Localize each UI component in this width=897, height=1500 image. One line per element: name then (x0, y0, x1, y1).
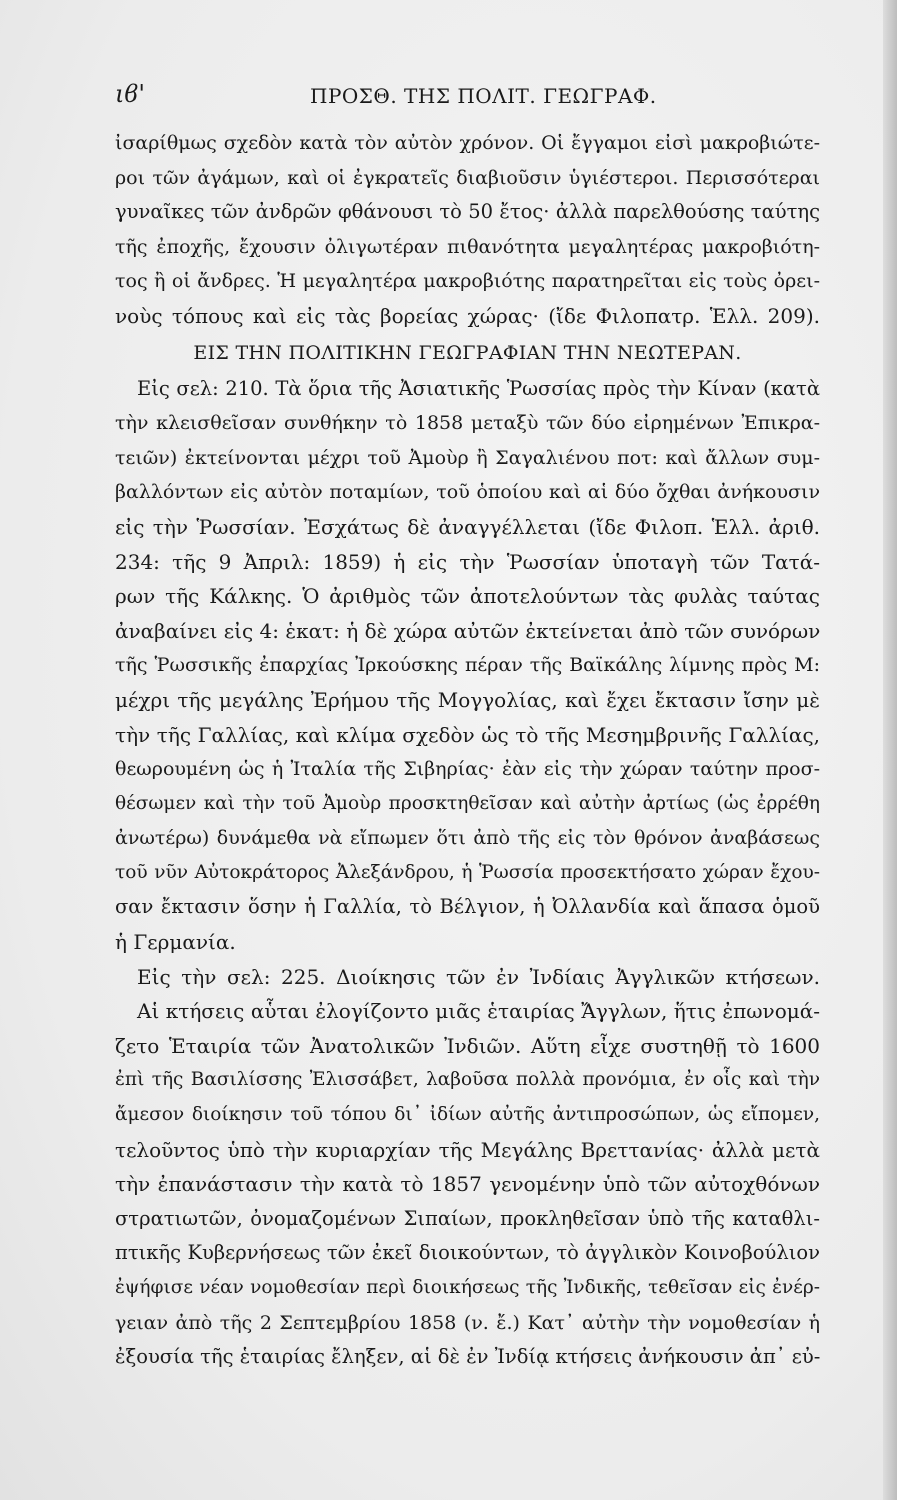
running-title: ΠΡΟΣΘ. ΤΗΣ ΠΟΛΙΤ. ΓΕΩΓΡΑΦ. (310, 84, 657, 108)
text-line: ἐξουσία τῆς ἑταιρίας ἔληξεν, αἱ δὲ ἐν Ἰνδίᾳ κτήσεις ἀνήκουσιν ἀπ᾽ εὐ- (115, 1345, 820, 1369)
text-line: τῆς Ῥωσσικῆς ἐπαρχίας Ἰρκούσκης πέραν τῆς Βαϊκάλης λίμνης πρὸς Μ: (115, 654, 820, 677)
text-line: εἰς τὴν Ῥωσσίαν. Ἐσχάτως δὲ ἀναγγέλλεται (ἴδε Φιλοπ. Ἑλλ. ἀριθ. (115, 514, 820, 539)
text-line: ρων τῆς Κάλκης. Ὁ ἀριθμὸς τῶν ἀποτελούντων τὰς φυλὰς ταύτας (115, 584, 820, 609)
text-line: σαν ἔκτασιν ὅσην ἡ Γαλλία, τὸ Βέλγιον, ἡ Ὀλλανδία καὶ ἅπασα ὁμοῦ (115, 895, 820, 919)
text-line: ἄμεσον διοίκησιν τοῦ τόπου δι᾽ ἰδίων αὐτῆς ἀντιπροσώπων, ὡς εἴπομεν, (115, 1104, 820, 1126)
text-line: ζετο Ἑταιρία τῶν Ἀνατολικῶν Ἰνδιῶν. Αὕτη εἶχε συστηθῇ τὸ 1600 (115, 1033, 820, 1058)
text-line: θεωρουμένη ὡς ἡ Ἰταλία τῆς Σιβηρίας· ἐὰν εἰς τὴν χώραν ταύτην προσ- (115, 758, 820, 781)
text-line: 234: τῆς 9 Ἀπριλ: 1859) ἡ εἰς τὴν Ῥωσσίαν ὑποταγὴ τῶν Τατά- (115, 549, 820, 574)
text-line: νοὺς τόπους καὶ εἰς τὰς βορείας χώρας· (ἴδε Φιλοπατρ. Ἑλλ. 209). (115, 303, 820, 328)
text-line: τῆς ἐποχῆς, ἔχουσιν ὀλιγωτέραν πιθανότητα μεγαλητέρας μακροβιότη- (115, 235, 820, 258)
text-line: ἐπὶ τῆς Βασιλίσσης Ἐλισσάβετ, λαβοῦσα πολλὰ προνόμια, ἐν οἷς καὶ τὴν (115, 1069, 820, 1091)
text-line: πτικῆς Κυβερνήσεως τῶν ἐκεῖ διοικούντων, τὸ ἀγγλικὸν Κοινοβούλιον (115, 1241, 820, 1265)
text-line: βαλλόντων εἰς αὐτὸν ποταμίων, τοῦ ὁποίου καὶ αἱ δύο ὄχθαι ἀνήκουσιν (115, 481, 820, 504)
text-line: ἐψήφισε νέαν νομοθεσίαν περὶ διοικήσεως τῆς Ἰνδικῆς, τεθεῖσαν εἰς ἐνέρ- (115, 1277, 820, 1298)
text-line: ἡ Γερμανία. (115, 930, 236, 955)
text-line: Εἰς σελ: 210. Τὰ ὅρια τῆς Ἀσιατικῆς Ῥωσσίας πρὸς τὴν Κίναν (κατὰ (137, 376, 820, 400)
text-line: ροι τῶν ἀγάμων, καὶ οἱ ἐγκρατεῖς διαβιοῦσιν ὑγιέστεροι. Περισσότεραι (115, 166, 820, 189)
body-text (115, 126, 820, 1375)
text-line: τὴν ἐπανάστασιν τὴν κατὰ τὸ 1857 γενομένην ὑπὸ τῶν αὐτοχθόνων (115, 1172, 820, 1197)
text-line: στρατιωτῶν, ὀνομαζομένων Σιπαίων, προκληθεῖσαν ὑπὸ τῆς καταθλι- (115, 1206, 820, 1230)
page-header (115, 80, 820, 114)
text-line: τειῶν) ἐκτείνονται μέχρι τοῦ Ἀμοὺρ ἢ Σαγαλιένου ποτ: καὶ ἄλλων συμ- (115, 446, 820, 469)
text-line: γυναῖκες τῶν ἀνδρῶν φθάνουσι τὸ 50 ἔτος· ἀλλὰ παρελθούσης ταύτης (115, 200, 820, 224)
text-line: γειαν ἀπὸ τῆς 2 Σεπτεμβρίου 1858 (ν. ἔ.) Κατ᾽ αὐτὴν τὴν νομοθεσίαν ἡ (115, 1311, 820, 1334)
text-line: μέχρι τῆς μεγάλης Ἐρήμου τῆς Μογγολίας, καὶ ἔχει ἔκτασιν ἴσην μὲ (115, 687, 820, 712)
text-line: Εἰς τὴν σελ: 225. Διοίκησις τῶν ἐν Ἰνδίαις Ἀγγλικῶν κτήσεων. (137, 964, 820, 989)
text-line: ἀνωτέρω) δυνάμεθα νὰ εἴπωμεν ὅτι ἀπὸ τῆς εἰς τὸν θρόνον ἀναβάσεως (115, 827, 820, 850)
text-line: ἀναβαίνει εἰς 4: ἑκατ: ἡ δὲ χώρα αὐτῶν ἐκτείνεται ἀπὸ τῶν συνόρων (115, 618, 820, 643)
text-line: τὴν κλεισθεῖσαν συνθήκην τὸ 1858 μεταξὺ τῶν δύο εἰρημένων Ἐπικρα- (115, 412, 820, 435)
text-line: τελοῦντος ὑπὸ τὴν κυριαρχίαν τῆς Μεγάλης Βρεττανίας· ἀλλὰ μετὰ (115, 1137, 820, 1162)
text-line: Αἱ κτήσεις αὗται ἐλογίζοντο μιᾶς ἑταιρίας Ἄγγλων, ἥτις ἐπωνομά- (137, 999, 820, 1024)
page-number: ιϐ' (115, 80, 145, 108)
text-line: θέσωμεν καὶ τὴν τοῦ Ἀμοὺρ προσκτηθεῖσαν καὶ αὐτὴν ἀρτίως (ὡς ἐρρέθη (115, 792, 820, 814)
text-line: τοῦ νῦν Αὐτοκράτορος Ἀλεξάνδρου, ἡ Ῥωσσία προσεκτήσατο χώραν ἔχου- (115, 861, 820, 883)
text-line: ἰσαρίθμως σχεδὸν κατὰ τὸν αὐτὸν χρόνον. Οἱ ἔγγαμοι εἰσὶ μακροβιώτε- (115, 132, 820, 154)
text-line: τος ἢ οἱ ἄνδρες. Ἡ μεγαλητέρα μακροβιότης παρατηρεῖται εἰς τοὺς ὀρει- (115, 270, 820, 293)
text-line: τὴν τῆς Γαλλίας, καὶ κλίμα σχεδὸν ὡς τὸ τῆς Μεσημβρινῆς Γαλλίας, (115, 722, 820, 747)
section-heading: ΕΙΣ ΤΗΝ ΠΟΛΙΤΙΚΗΝ ΓΕΩΓΡΑΦΙΑΝ ΤΗΝ ΝΕΩΤΕΡΑΝ. (193, 341, 742, 364)
page-edge (883, 0, 897, 1500)
